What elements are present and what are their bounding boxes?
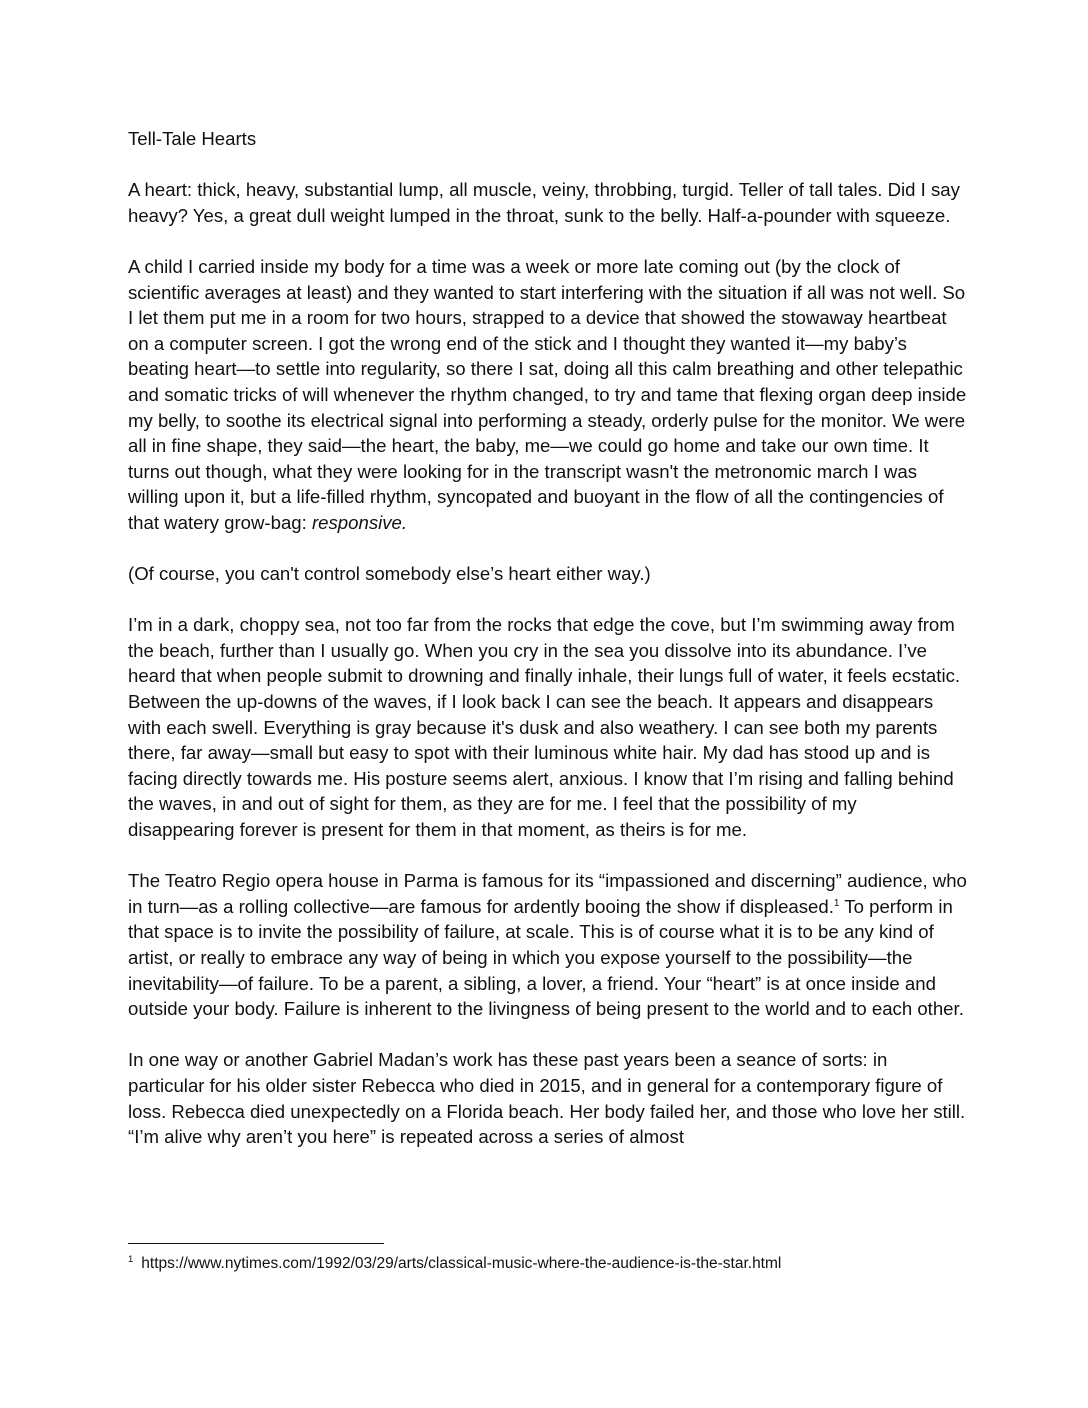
- paragraph-child-heartbeat-text: A child I carried inside my body for a time was a week or more late coming out (by the clock of scientific averages at least) and they wanted to start interfering with the situation if all was not well. So I let them put me in a room for two hours, strapped to a device that showed the stowaway heartbeat on a computer screen. I got the wrong end of the stick and I thought they wanted it—my baby’s beating heart—to settle into regularity, so there I sat, doing all this calm breathing and other telepathic and somatic tricks of will whenever the rhythm changed, to try and tame that flexing organ deep inside my belly, to soothe its electrical signal into performing a steady, orderly pulse for the monitor. We were all in fine shape, they said—the heart, the baby, me—we could go home and take our own time. It turns out though, what they were looking for in the transcript wasn't the metronomic march I was willing upon it, but a life-filled rhythm, syncopated and buoyant in the flow of all the contingencies of that watery grow-bag:: [128, 255, 967, 533]
- paragraph-gabriel-madan: In one way or another Gabriel Madan’s work has these past years been a seance of sorts: in particular for his older sister Rebecca who died in 2015, and in general for a contemporary figure of loss. Rebecca died unexpectedly on a Florida beach. Her body failed her, and those who love her still. “I’m alive why aren’t you here” is repeated across a series of almost: [128, 1049, 966, 1148]
- paragraph-teatro-regio-text-1: The Teatro Regio opera house in Parma is famous for its “impassioned and discerning” audience, who in turn—as a rolling collective—are famous for ardently booing the show if displeased.: [128, 870, 967, 917]
- paragraph-heart: A heart: thick, heavy, substantial lump, all muscle, veiny, throbbing, turgid. Teller of tall tales. Did I say heavy? Yes, a great dull weight lumped in the throat, sunk to the belly. Half-a-pounder with squeeze.: [128, 179, 960, 226]
- footnote-marker: 1: [128, 1254, 134, 1265]
- paragraph-teatro-regio: [128, 868, 968, 1022]
- document-body: [128, 126, 968, 1175]
- emphasis-responsive: responsive.: [311, 511, 408, 533]
- footnote: [128, 1254, 781, 1274]
- paragraph-child-heartbeat: [128, 254, 968, 536]
- paragraph-teatro-regio-text-2: To perform in that space is to invite the possibility of failure, at scale. This is of course what it is to be any kind of artist, or really to embrace any way of being in which you expose yourself to the possibility—the inevitability—of failure. To be a parent, a sibling, a lover, a friend. Your “heart” is at once inside and outside your body. Failure is inherent to the livingness of being present to the world and to each other.: [128, 895, 964, 1020]
- document-title: Tell-Tale Hearts: [128, 128, 257, 149]
- paragraph-aside: (Of course, you can't control somebody else’s heart either way.): [128, 563, 651, 585]
- footnote-separator: [128, 1243, 384, 1244]
- footnote-link[interactable]: https://www.nytimes.com/1992/03/29/arts/classical-music-where-the-audience-is-the-star.html: [141, 1255, 782, 1272]
- paragraph-sea: I’m in a dark, choppy sea, not too far from the rocks that edge the cove, but I’m swimming away from the beach, further than I usually go. When you cry in the sea you dissolve into its abundance. I’ve heard that when people submit to drowning and finally inhale, their lungs full of water, it feels ecstatic. Between the up-downs of the waves, if I look back I can see the beach. It appears and disappears with each swell. Everything is gray because it's dusk and also weathery. I can see both my parents there, far away—small but easy to spot with their luminous white hair. My dad has stood up and is facing directly towards me. His posture seems alert, anxious. I know that I’m rising and falling behind the waves, in and out of sight for them, as they are for me. I feel that the possibility of my disappearing forever is present for them in that moment, as theirs is for me.: [128, 614, 961, 841]
- footnote-reference[interactable]: 1: [833, 897, 840, 909]
